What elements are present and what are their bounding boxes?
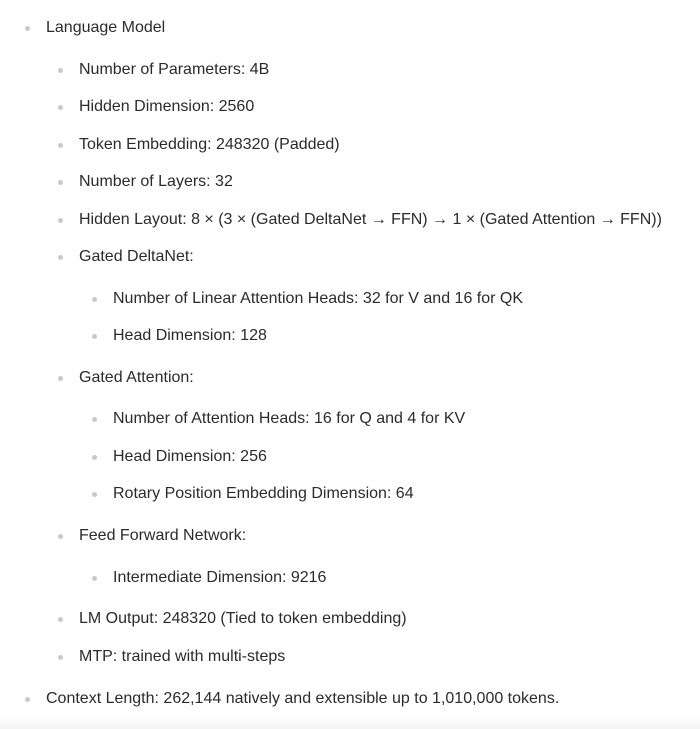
list-item-label: Number of Linear Attention Heads: 32 for V and 16 for QK — [113, 290, 524, 307]
list-item-label: Number of Parameters: 4B — [79, 61, 270, 78]
bullet-icon — [58, 143, 63, 148]
bullet-icon — [58, 68, 63, 73]
list-item-attention-head-dimension — [113, 447, 267, 467]
list-item-label: Rotary Position Embedding Dimension: 64 — [113, 485, 414, 502]
list-item-label: Number of Attention Heads: 16 for Q and 4 for KV — [113, 410, 466, 427]
bottom-fade — [0, 715, 700, 729]
list-item-label: MTP: trained with multi-steps — [79, 648, 286, 665]
list-item-label: Language Model — [46, 19, 166, 36]
bullet-icon — [92, 576, 97, 581]
bullet-icon — [25, 697, 30, 702]
bullet-icon — [58, 376, 63, 381]
list-item-language-model — [46, 18, 165, 38]
list-item-label: Hidden Dimension: 2560 — [79, 98, 255, 115]
bullet-icon — [58, 534, 63, 539]
list-item-label: Number of Layers: 32 — [79, 173, 233, 190]
bullet-icon — [92, 455, 97, 460]
list-item-lm-output — [79, 609, 407, 629]
list-item-label: Head Dimension: 128 — [113, 327, 267, 344]
list-item-linear-attention-heads — [113, 289, 523, 309]
list-item-parameters — [79, 60, 269, 80]
list-item-hidden-layout — [79, 210, 662, 230]
list-item-label: Head Dimension: 256 — [113, 448, 267, 465]
list-item-hidden-dimension — [79, 97, 254, 117]
list-item-feed-forward — [79, 526, 246, 546]
list-item-layers — [79, 172, 233, 192]
list-item-mtp — [79, 647, 285, 667]
list-item-token-embedding — [79, 135, 340, 155]
list-item-label: Token Embedding: 248320 (Padded) — [79, 136, 340, 153]
list-item-deltanet-head-dimension — [113, 326, 267, 346]
bullet-icon — [92, 417, 97, 422]
list-item-label: Hidden Layout: 8 × (3 × (Gated DeltaNet → FFN) → 1 × (Gated Attention → FFN)) — [79, 211, 662, 228]
bullet-icon — [92, 492, 97, 497]
list-item-label: Context Length: 262,144 natively and extensible up to 1,010,000 tokens. — [46, 690, 560, 707]
bullet-icon — [58, 255, 63, 260]
bullet-icon — [58, 617, 63, 622]
bullet-icon — [25, 26, 30, 31]
bullet-icon — [58, 180, 63, 185]
list-item-label: Intermediate Dimension: 9216 — [113, 569, 327, 586]
list-item-context-length — [46, 689, 559, 709]
bullet-icon — [58, 105, 63, 110]
list-item-label: Gated Attention: — [79, 369, 194, 386]
list-item-rope-dimension — [113, 484, 414, 504]
bullet-icon — [92, 297, 97, 302]
list-item-label: Feed Forward Network: — [79, 527, 247, 544]
list-item-label: Gated DeltaNet: — [79, 248, 194, 265]
list-item-gated-deltanet — [79, 247, 194, 267]
bullet-icon — [92, 334, 97, 339]
list-item-attention-heads — [113, 409, 465, 429]
bullet-icon — [58, 655, 63, 660]
bullet-icon — [58, 218, 63, 223]
list-item-label: LM Output: 248320 (Tied to token embedding) — [79, 610, 407, 627]
list-item-gated-attention — [79, 368, 194, 388]
list-item-intermediate-dimension — [113, 568, 326, 588]
